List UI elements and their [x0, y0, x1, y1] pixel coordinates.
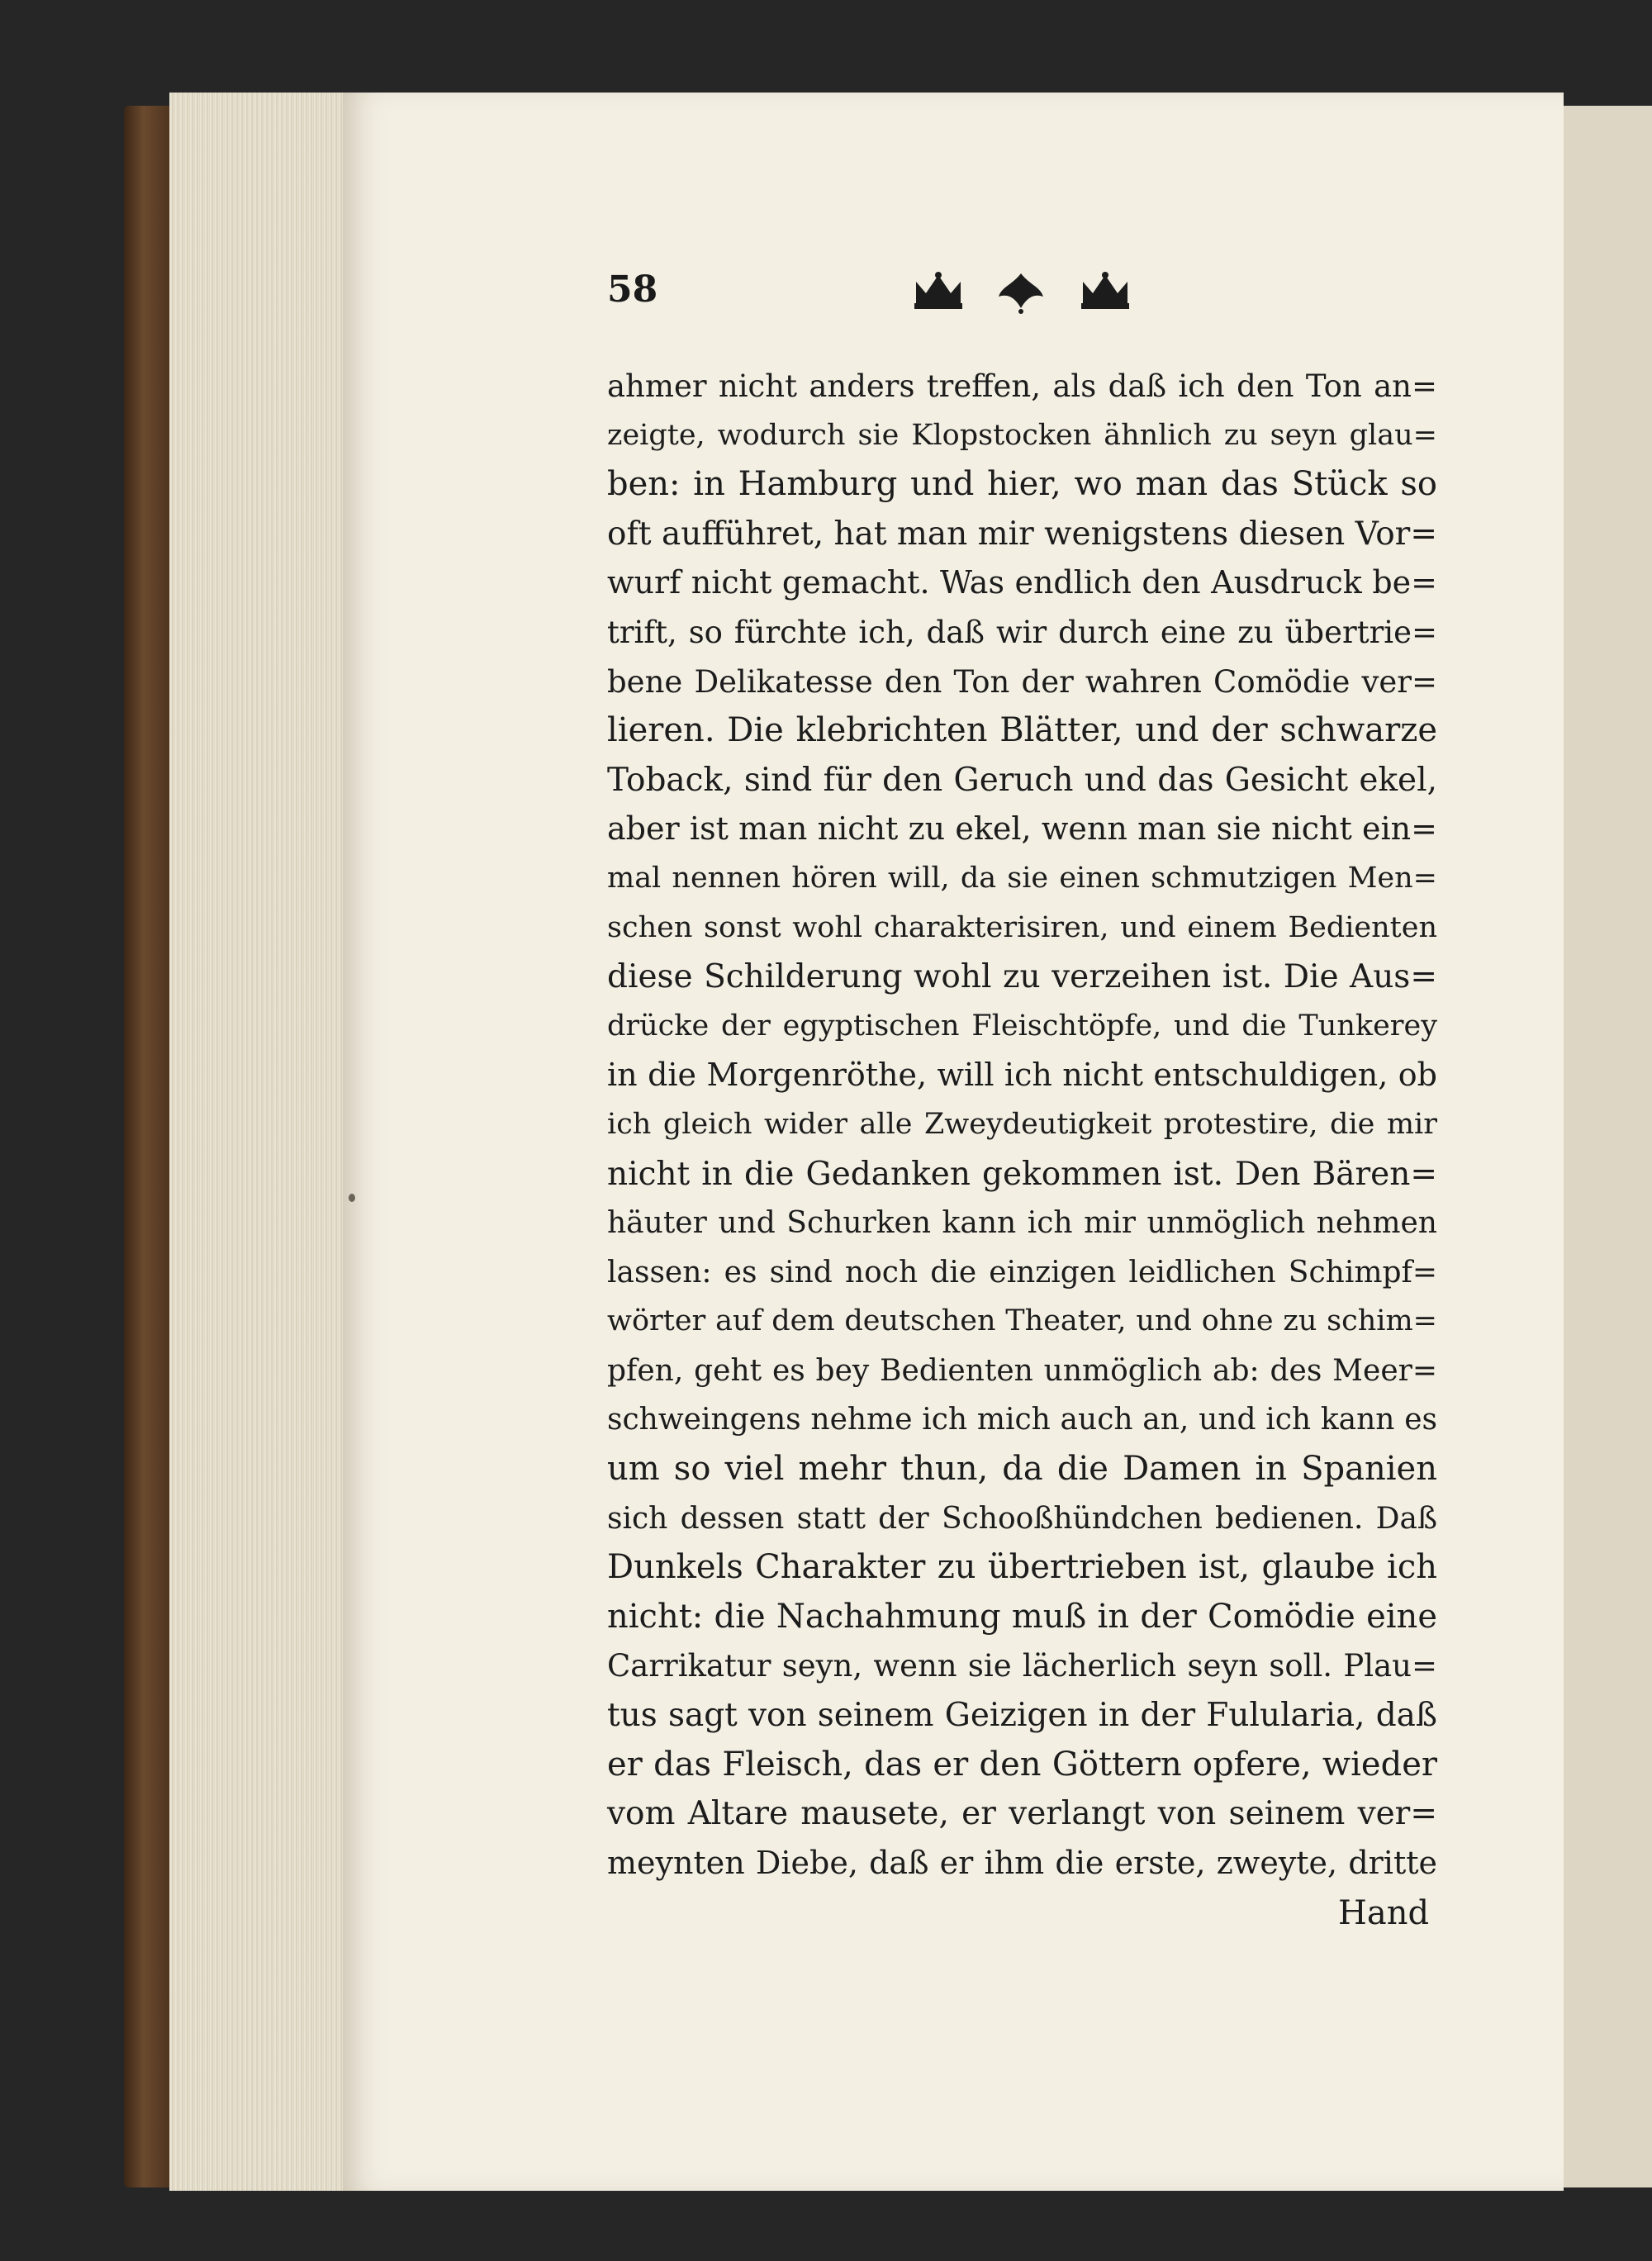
text-line: schweingens nehme ich mich auch an, und ich kann es	[607, 1403, 1437, 1437]
text-line: schen sonst wohl charakterisiren, und einem Bedienten	[607, 910, 1437, 944]
text-line: drücke der egyptischen Fleischtöpfe, und die Tunkerey	[607, 1009, 1437, 1043]
text-line: Dunkels Charakter zu übertrieben ist, glaube ich	[607, 1548, 1437, 1587]
text-line: um so viel mehr thun, da die Damen in Spanien	[607, 1450, 1437, 1489]
crown-icon	[913, 270, 964, 311]
catchword: Hand	[1338, 1894, 1430, 1932]
page-edges	[169, 93, 351, 2191]
text-line: lassen: es sind noch die einzigen leidlichen Schimpf=	[607, 1255, 1437, 1290]
text-line: mal nennen hören will, da sie einen schmutzigen Men=	[607, 861, 1437, 895]
running-head	[607, 268, 1202, 318]
text-line: er das Fleisch, das er den Göttern opfere, wieder	[607, 1745, 1437, 1784]
text-line: diese Schilderung wohl zu verzeihen ist. Die Aus=	[607, 958, 1437, 996]
page-number: 58	[607, 268, 658, 311]
text-line: nicht: die Nachahmung muß in der Comödie eine	[607, 1597, 1437, 1636]
crown-icon	[1080, 270, 1131, 311]
text-line: oft aufführet, hat man mir wenigstens diesen Vor=	[607, 515, 1437, 553]
text-line: häuter und Schurken kann ich mir unmöglich nehmen	[607, 1206, 1437, 1241]
text-line: Carrikatur seyn, wenn sie lächerlich seyn soll. Plau=	[607, 1648, 1437, 1684]
text-line: Toback, sind für den Geruch und das Gesicht ekel,	[607, 761, 1437, 799]
text-line: meynten Diebe, daß er ihm die erste, zweyte, dritte	[607, 1844, 1437, 1881]
text-line: ben: in Hamburg und hier, wo man das Stück so	[607, 465, 1437, 504]
text-line: in die Morgenröthe, will ich nicht entschuldigen, ob	[607, 1057, 1437, 1094]
book-cover-left	[124, 106, 173, 2187]
body-text	[607, 362, 1437, 1888]
text-line: pfen, geht es bey Bedienten unmöglich ab: des Meer=	[607, 1353, 1437, 1388]
text-line: wurf nicht gemacht. Was endlich den Ausdruck be=	[607, 564, 1437, 601]
text-line: aber ist man nicht zu ekel, wenn man sie nicht ein=	[607, 810, 1437, 848]
facing-page-right	[1561, 106, 1652, 2187]
text-line: trift, so fürchte ich, daß wir durch eine zu übertrie=	[607, 614, 1437, 650]
text-line: vom Altare mausete, er verlangt von seinem ver=	[607, 1795, 1437, 1833]
text-line: ich gleich wider alle Zweydeutigkeit protestire, die mir	[607, 1107, 1437, 1141]
text-line: ahmer nicht anders treffen, als daß ich den Ton an=	[607, 368, 1437, 404]
fleuron-icon	[995, 270, 1047, 315]
text-line: tus sagt von seinem Geizigen in der Fulularia, daß	[607, 1697, 1437, 1735]
text-line: lieren. Die klebrichten Blätter, und der schwarze	[607, 711, 1437, 750]
text-line: bene Delikatesse den Ton der wahren Comödie ver=	[607, 663, 1437, 700]
text-line: zeigte, wodurch sie Klopstocken ähnlich zu seyn glau=	[607, 418, 1437, 452]
text-line: sich dessen statt der Schooßhündchen bedienen. Daß	[607, 1501, 1437, 1536]
ink-speck	[349, 1194, 355, 1202]
text-line: nicht in die Gedanken gekommen ist. Den Bären=	[607, 1155, 1437, 1193]
text-line: wörter auf dem deutschen Theater, und ohne zu schim=	[607, 1304, 1437, 1338]
